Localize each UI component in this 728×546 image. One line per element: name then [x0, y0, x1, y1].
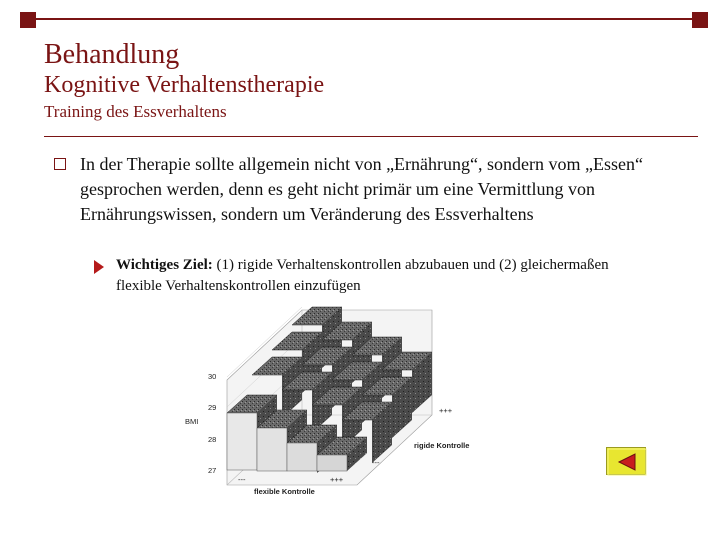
rigid-axis-label: rigide Kontrolle — [414, 441, 470, 450]
slide-title: Behandlung — [44, 39, 180, 70]
slide-title-block — [44, 40, 324, 124]
bmi-3d-figure — [182, 305, 492, 500]
top-rule — [20, 18, 708, 20]
y-tick-label: 30 — [208, 372, 217, 381]
y-tick-label: 28 — [208, 435, 217, 444]
y-tick-label: 29 — [208, 403, 217, 412]
square-bullet-icon — [54, 158, 66, 170]
triangle-left-icon — [607, 448, 647, 476]
corner-square-left — [20, 12, 36, 28]
rigid-tick-label: --- — [372, 458, 380, 467]
title-divider — [44, 136, 698, 137]
slide-subsubtitle: Training des Essverhaltens — [44, 102, 227, 121]
y-axis-label: BMI — [185, 417, 199, 426]
flex-axis-label: flexible Kontrolle — [254, 487, 315, 496]
flex-tick-label: +++ — [330, 475, 344, 484]
slide-subtitle: Kognitive Verhaltenstherapie — [44, 72, 325, 98]
y-tick-label: 27 — [208, 466, 217, 475]
sub-bullet-text: (1) rigide Verhaltenskontrollen abzubauen und (2) gleichermaßen flexible Verhaltenskontrollen einzufügen — [116, 257, 609, 294]
triangle-bullet-icon — [94, 260, 104, 274]
bmi-3d-figure-svg — [182, 305, 492, 500]
main-bullet-text: In der Therapie sollte allgemein nicht von „Ernährung“, sondern vom „Essen“ gesprochen werden, denn es geht nicht primär um eine Vermittlung von Ernährungswissen, sondern um Veränderung des Essverhaltens — [80, 154, 643, 224]
corner-square-right — [692, 12, 708, 28]
sub-bullet-label: Wichtiges Ziel: — [116, 257, 213, 273]
sub-bullet — [116, 255, 656, 297]
rigid-tick-label: +++ — [439, 406, 453, 415]
flex-tick-label: --- — [238, 475, 246, 484]
back-button[interactable] — [606, 447, 646, 475]
